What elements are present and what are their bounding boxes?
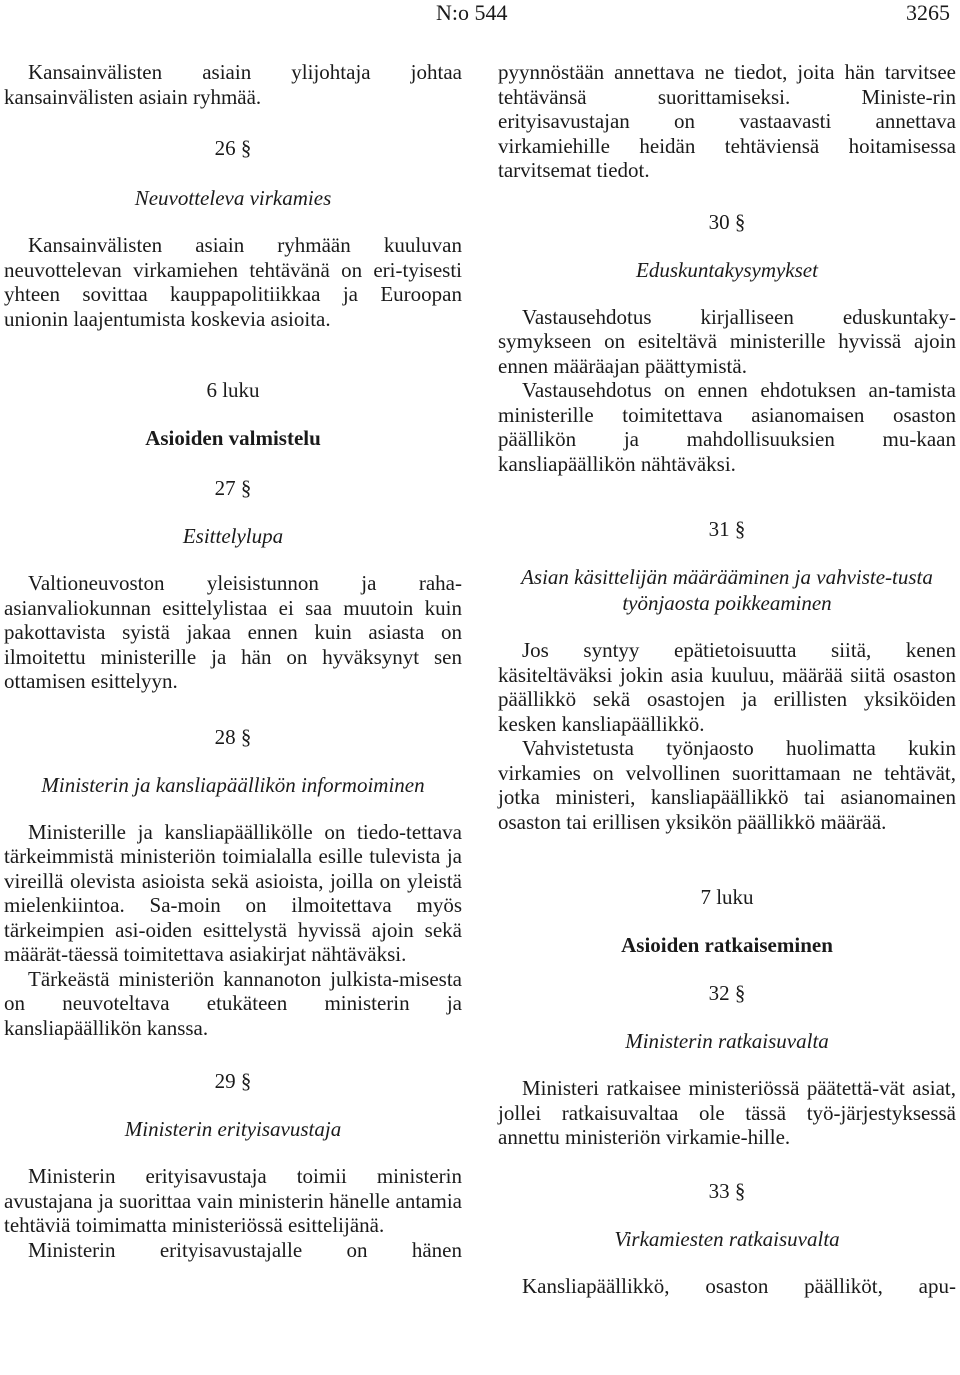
section-30-title: Eduskuntakysymykset: [636, 257, 818, 282]
left-column: [4, 60, 462, 1262]
document-number: N:o 544: [436, 0, 508, 25]
chapter-7-number: 7 luku: [700, 885, 754, 909]
section-28-number: 28 §: [214, 724, 252, 749]
section-28-title: Ministerin ja kansliapäällikön informoiminen: [41, 772, 425, 797]
section-28-paragraph-1: Ministerille ja kansliapäällikölle on tiedo-tettava tärkeimmistä ministeriön toimialalla esille tulevista ja vireillä olevista asioista sekä asioista, joilla on yleistä mielenkiintoa. Sa-moin on ilmoitettava myös tärkeimpien asi-oiden esittelystä hyvissä ajoin sekä määrät-täessä toimitettava asiakirjat nähtäväksi.: [4, 819, 462, 966]
page-header: [0, 0, 960, 30]
intro-paragraph: Kansainvälisten asiain ylijohtaja johtaa kansainvälisten asiain ryhmää.: [4, 60, 462, 109]
section-31-paragraph-2: Vahvistetusta työnjaosto huolimatta kukin virkamies on velvollinen suorittamaan ne tehtävät, jotka ministeri, kansliapäällikkö tai asianomainen osaston tai erillisen yksikön päällikkö määrää.: [498, 736, 956, 834]
section-33-title: Virkamiesten ratkaisuvalta: [614, 1226, 840, 1251]
section-30-paragraph-1: Vastausehdotus kirjalliseen eduskuntaky-symykseen on esiteltävä ministerille hyvissä ajoin ennen määräajan päättymistä.: [498, 304, 956, 378]
section-30-number: 30 §: [708, 209, 746, 234]
continued-paragraph: pyynnöstään annettava ne tiedot, joita hän tarvitsee tehtävänsä suorittamiseksi. Ministe-rin erityisavustajan on vastaavasti annettava virkamiehille heidän tehtäviensä hoitamisessa tarvitsemat tiedot.: [498, 60, 956, 182]
section-29-number: 29 §: [214, 1069, 252, 1093]
section-31-number: 31 §: [708, 517, 746, 541]
section-29-title: Ministerin erityisavustaja: [124, 1117, 342, 1141]
section-27-text: Valtioneuvoston yleisistunnon ja raha-asianvaliokunnan esittelylistaa ei saa muutoin kuin pakottavista syistä jakaa ennen kuin asiasta on ilmoitettu ministerille ja hän on hyväksynyt sen ottamisen esittelyyn.: [4, 571, 462, 693]
chapter-6-number: 6 luku: [206, 378, 260, 402]
section-31-title: Asian käsittelijän määrääminen ja vahviste-tusta työnjaosta poikkeaminen: [521, 565, 933, 615]
section-32-text: Ministeri ratkaisee ministeriössä päätettä-vät asiat, jollei ratkaisuvaltaa ole tässä työ-järjestyksessä annettu ministeriön virkamie-hille.: [498, 1076, 956, 1149]
section-31-paragraph-1: Jos syntyy epätietoisuutta siitä, kenen käsiteltäväksi jokin asia kuuluu, määrää siitä osaston päällikkö sekä osastojen ja erillisten yksiköiden kesken kansliapäällikkö.: [498, 638, 956, 736]
section-26-number: 26 §: [214, 136, 252, 160]
section-28-paragraph-2: Tärkeästä ministeriön kannanoton julkista-misesta on neuvoteltava etukäteen ministerin ja kansliapäällikön kanssa.: [4, 966, 462, 1040]
right-column: [498, 60, 956, 1298]
page-number: 3265: [906, 0, 950, 25]
section-30-paragraph-2: Vastausehdotus on ennen ehdotuksen an-tamista ministerille toimitettava asianomaisen osaston päällikön ja mahdollisuuksien mu-kaan kansliapäällikön nähtäväksi.: [498, 378, 956, 476]
section-32-title: Ministerin ratkaisuvalta: [625, 1029, 829, 1053]
section-33-number: 33 §: [708, 1178, 746, 1203]
chapter-7-title: Asioiden ratkaiseminen: [621, 933, 833, 957]
section-27-title: Esittelylupa: [182, 524, 284, 548]
section-33-text: Kansliapäällikkö, osaston päälliköt, apu-: [522, 1273, 956, 1298]
section-26-title: Neuvotteleva virkamies: [134, 186, 332, 210]
section-32-number: 32 §: [708, 981, 746, 1005]
section-26-text: Kansainvälisten asiain ryhmään kuuluvan neuvottelevan virkamiehen tehtävänä on eri-tyisesti yhteen sovittaa kauppapolitiikkaa ja Euroopan unionin laajentumista koskevia asioita.: [4, 233, 462, 331]
section-29-paragraph-1: Ministerin erityisavustaja toimii ministerin avustajana ja suorittaa vain ministerin hänelle antamia tehtäviä toimimatta ministeriössä esittelijänä.: [4, 1164, 462, 1237]
section-27-number: 27 §: [214, 476, 252, 500]
chapter-6-title: Asioiden valmistelu: [145, 426, 321, 450]
section-29-paragraph-2: Ministerin erityisavustajalle on hänen: [28, 1237, 462, 1262]
